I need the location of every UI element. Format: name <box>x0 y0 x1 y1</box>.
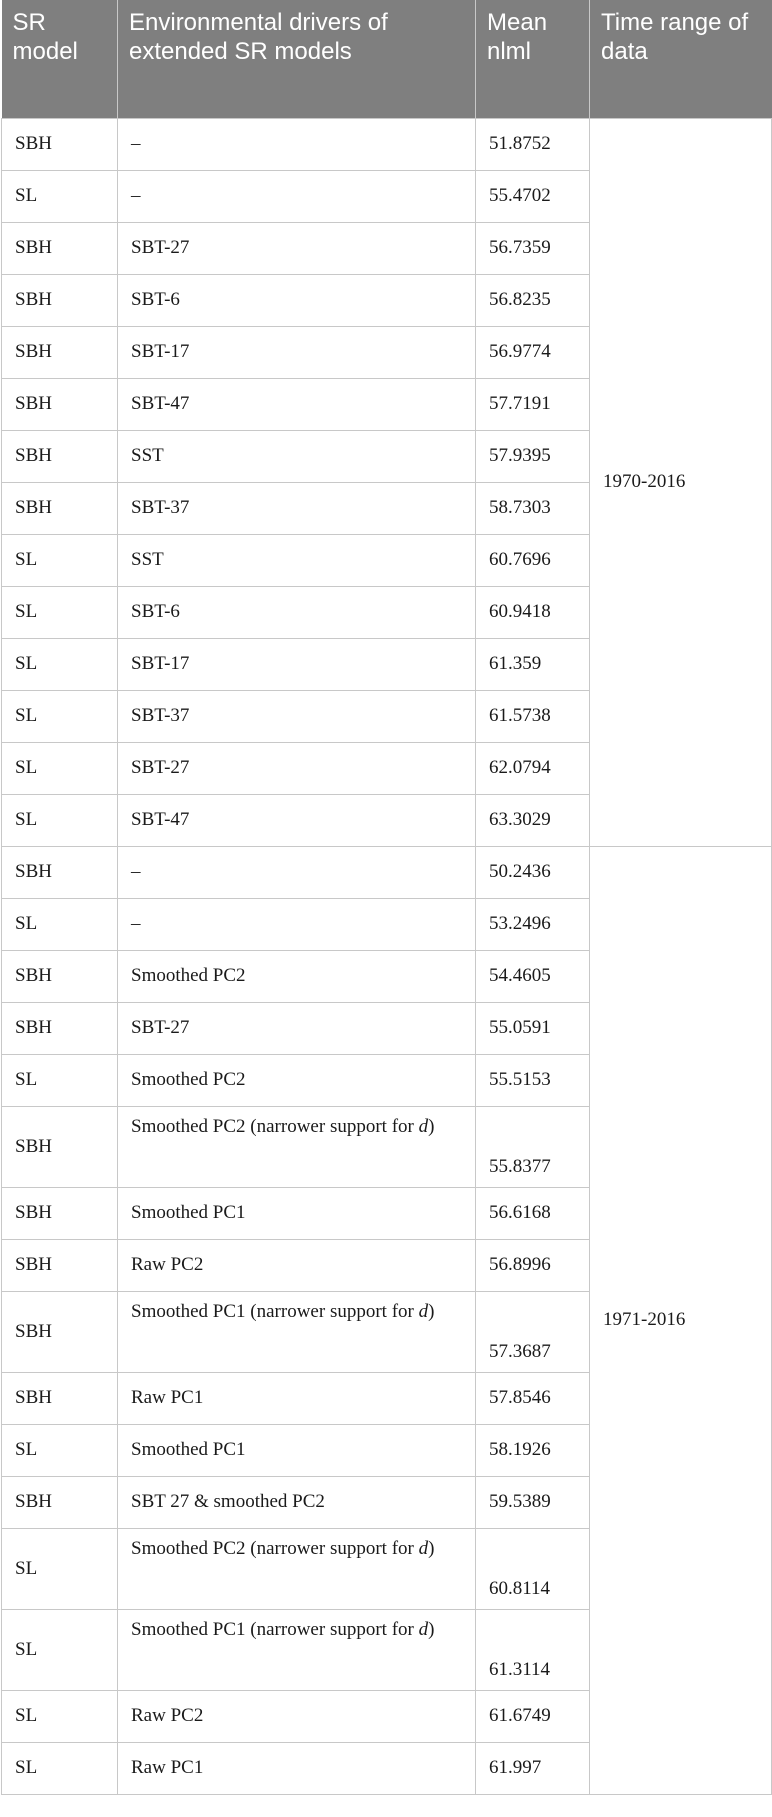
sr-model-cell: SBH <box>2 326 118 378</box>
sr-model-cell: SL <box>2 1690 118 1742</box>
sr-model-cell: SL <box>2 1528 118 1609</box>
mean-nlml-cell: 62.0794 <box>476 742 590 794</box>
sr-model-cell: SBH <box>2 482 118 534</box>
table-row <box>2 118 772 170</box>
environmental-driver-cell: SBT-47 <box>118 378 476 430</box>
mean-nlml-cell: 61.5738 <box>476 690 590 742</box>
sr-model-cell: SL <box>2 742 118 794</box>
mean-nlml-cell: 57.7191 <box>476 378 590 430</box>
driver-text: Smoothed PC2 (narrower support for <box>131 1537 419 1559</box>
environmental-driver-cell: Raw PC2 <box>118 1690 476 1742</box>
mean-nlml-cell: 55.8377 <box>476 1106 590 1187</box>
environmental-driver-cell: Smoothed PC2 <box>118 950 476 1002</box>
environmental-driver-cell: Raw PC1 <box>118 1372 476 1424</box>
time-range-cell: 1971-2016 <box>590 846 772 1794</box>
sr-model-cell: SBH <box>2 222 118 274</box>
environmental-driver-cell: SBT-6 <box>118 274 476 326</box>
sr-model-cell: SBH <box>2 1239 118 1291</box>
mean-nlml-cell: 55.4702 <box>476 170 590 222</box>
sr-model-cell: SL <box>2 170 118 222</box>
mean-nlml-cell: 57.9395 <box>476 430 590 482</box>
environmental-driver-cell: Smoothed PC2 <box>118 1054 476 1106</box>
sr-model-cell: SL <box>2 534 118 586</box>
sr-model-cell: SBH <box>2 950 118 1002</box>
sr-model-cell: SL <box>2 1609 118 1690</box>
mean-nlml-cell: 56.7359 <box>476 222 590 274</box>
environmental-driver-cell: Smoothed PC1 <box>118 1424 476 1476</box>
environmental-driver-cell: – <box>118 118 476 170</box>
table-body <box>2 118 772 1794</box>
sr-model-cell: SBH <box>2 1291 118 1372</box>
environmental-driver-cell: Raw PC1 <box>118 1742 476 1794</box>
environmental-driver-cell: SST <box>118 534 476 586</box>
driver-text-end: ) <box>428 1537 435 1559</box>
environmental-driver-cell: SBT-27 <box>118 222 476 274</box>
environmental-driver-cell <box>118 1528 476 1609</box>
sr-model-cell: SBH <box>2 1372 118 1424</box>
sr-model-cell: SL <box>2 1424 118 1476</box>
mean-nlml-cell: 55.5153 <box>476 1054 590 1106</box>
table-header <box>2 0 772 118</box>
driver-variable: d <box>418 1300 429 1322</box>
column-header-sr-model: SR model <box>2 0 118 118</box>
environmental-driver-cell <box>118 1291 476 1372</box>
driver-text-end: ) <box>428 1618 435 1640</box>
sr-model-cell: SL <box>2 898 118 950</box>
environmental-driver-cell: SBT 27 & smoothed PC2 <box>118 1476 476 1528</box>
mean-nlml-cell: 56.8235 <box>476 274 590 326</box>
mean-nlml-cell: 60.9418 <box>476 586 590 638</box>
sr-model-cell: SBH <box>2 378 118 430</box>
sr-model-cell: SBH <box>2 274 118 326</box>
mean-nlml-cell: 60.7696 <box>476 534 590 586</box>
mean-nlml-cell: 56.9774 <box>476 326 590 378</box>
mean-nlml-cell: 58.7303 <box>476 482 590 534</box>
mean-nlml-cell: 54.4605 <box>476 950 590 1002</box>
sr-model-cell: SL <box>2 1742 118 1794</box>
mean-nlml-cell: 56.6168 <box>476 1187 590 1239</box>
sr-model-cell: SL <box>2 1054 118 1106</box>
environmental-driver-cell: Raw PC2 <box>118 1239 476 1291</box>
driver-variable: d <box>418 1115 429 1137</box>
driver-text: Smoothed PC1 (narrower support for <box>131 1618 419 1640</box>
sr-model-cell: SBH <box>2 1106 118 1187</box>
header-row <box>2 0 772 118</box>
sr-model-cell: SL <box>2 638 118 690</box>
mean-nlml-cell: 53.2496 <box>476 898 590 950</box>
sr-model-cell: SBH <box>2 1187 118 1239</box>
driver-text-end: ) <box>428 1115 435 1137</box>
environmental-driver-cell: SBT-47 <box>118 794 476 846</box>
environmental-driver-cell: SBT-37 <box>118 482 476 534</box>
environmental-driver-cell: SST <box>118 430 476 482</box>
environmental-driver-cell: Smoothed PC1 <box>118 1187 476 1239</box>
environmental-driver-cell: – <box>118 846 476 898</box>
sr-model-cell: SBH <box>2 1476 118 1528</box>
mean-nlml-cell: 56.8996 <box>476 1239 590 1291</box>
sr-model-cell: SBH <box>2 118 118 170</box>
mean-nlml-cell: 61.359 <box>476 638 590 690</box>
mean-nlml-cell: 51.8752 <box>476 118 590 170</box>
mean-nlml-cell: 60.8114 <box>476 1528 590 1609</box>
mean-nlml-cell: 57.8546 <box>476 1372 590 1424</box>
table-row <box>2 846 772 898</box>
mean-nlml-cell: 50.2436 <box>476 846 590 898</box>
column-header-environmental-drivers: Environmental drivers of extended SR models <box>118 0 476 118</box>
environmental-driver-cell: SBT-37 <box>118 690 476 742</box>
column-header-mean-nlml: Mean nlml <box>476 0 590 118</box>
time-range-cell: 1970-2016 <box>590 118 772 846</box>
sr-model-cell: SL <box>2 690 118 742</box>
sr-model-cell: SL <box>2 586 118 638</box>
mean-nlml-cell: 55.0591 <box>476 1002 590 1054</box>
sr-model-cell: SL <box>2 794 118 846</box>
sr-model-cell: SBH <box>2 430 118 482</box>
driver-text: Smoothed PC1 (narrower support for <box>131 1300 419 1322</box>
driver-text-end: ) <box>428 1300 435 1322</box>
environmental-driver-cell: SBT-17 <box>118 638 476 690</box>
environmental-driver-cell: SBT-27 <box>118 1002 476 1054</box>
driver-variable: d <box>418 1537 429 1559</box>
driver-variable: d <box>418 1618 429 1640</box>
environmental-driver-cell: – <box>118 898 476 950</box>
environmental-driver-cell <box>118 1106 476 1187</box>
sr-model-cell: SBH <box>2 846 118 898</box>
mean-nlml-cell: 58.1926 <box>476 1424 590 1476</box>
mean-nlml-cell: 57.3687 <box>476 1291 590 1372</box>
environmental-driver-cell: – <box>118 170 476 222</box>
environmental-driver-cell: SBT-27 <box>118 742 476 794</box>
mean-nlml-cell: 61.6749 <box>476 1690 590 1742</box>
column-header-time-range: Time range of data <box>590 0 772 118</box>
mean-nlml-cell: 61.997 <box>476 1742 590 1794</box>
sr-model-cell: SBH <box>2 1002 118 1054</box>
mean-nlml-cell: 63.3029 <box>476 794 590 846</box>
environmental-driver-cell: SBT-6 <box>118 586 476 638</box>
results-table <box>1 0 772 1795</box>
environmental-driver-cell <box>118 1609 476 1690</box>
environmental-driver-cell: SBT-17 <box>118 326 476 378</box>
mean-nlml-cell: 61.3114 <box>476 1609 590 1690</box>
mean-nlml-cell: 59.5389 <box>476 1476 590 1528</box>
driver-text: Smoothed PC2 (narrower support for <box>131 1115 419 1137</box>
